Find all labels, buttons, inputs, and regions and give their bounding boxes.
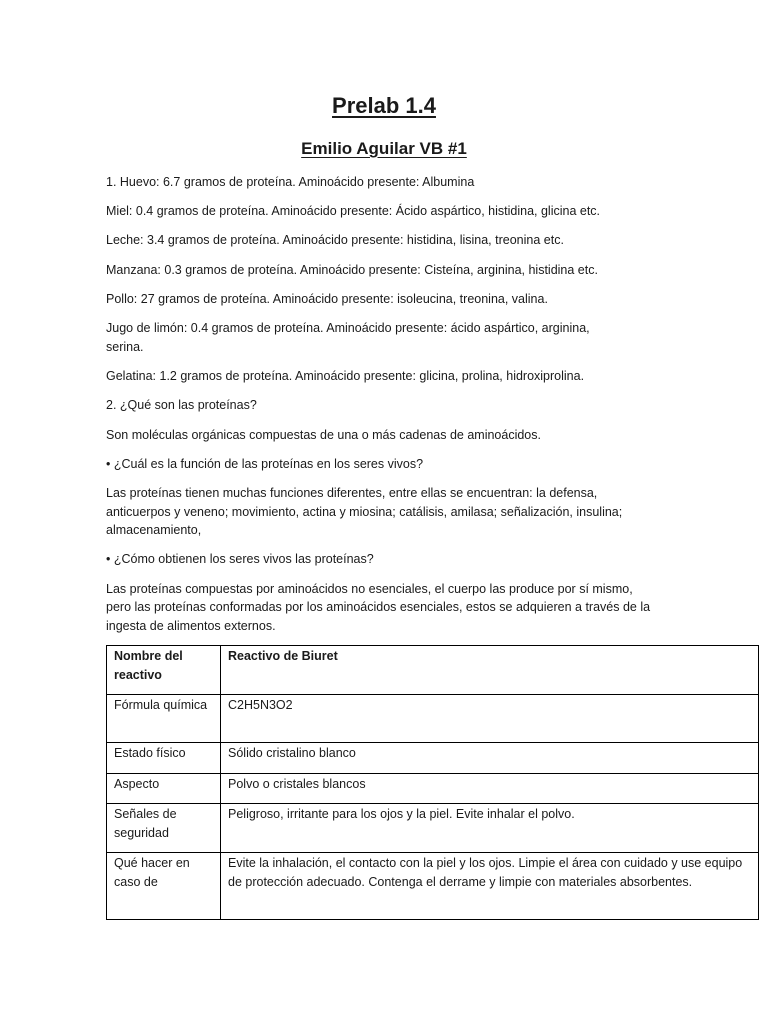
table-row: [107, 743, 759, 774]
table-cell-label: Estado físico: [107, 743, 221, 774]
table-row: [107, 773, 759, 804]
paragraph-pollo: Pollo: 27 gramos de proteína. Aminoácido presente: isoleucina, treonina, valina.: [106, 291, 548, 306]
table-row: [107, 646, 759, 695]
document-body: [106, 173, 662, 646]
answer-que-son-proteinas: Son moléculas orgánicas compuestas de una o más cadenas de aminoácidos.: [106, 427, 541, 442]
table-cell-label: Señales de seguridad: [107, 804, 221, 853]
table-row: [107, 804, 759, 853]
table-cell-label: Aspecto: [107, 773, 221, 804]
table-cell-value: Polvo o cristales blancos: [221, 773, 759, 804]
reagent-table: [106, 645, 759, 920]
table-row: [107, 853, 759, 920]
paragraph-gelatina: Gelatina: 1.2 gramos de proteína. Aminoácido presente: glicina, prolina, hidroxiprolina.: [106, 368, 585, 383]
table-cell-value: Evite la inhalación, el contacto con la piel y los ojos. Limpie el área con cuidado y use equipo de protección adecuado. Contenga el derrame y limpie con materiales absorbentes.: [221, 853, 759, 920]
answer-como-obtienen: Las proteínas compuestas por aminoácidos no esenciales, el cuerpo las produce por sí mismo, pero las proteínas conformadas por los aminoácidos esenciales, estos se adquieren a través de la ingesta de alimentos externos.: [106, 581, 651, 633]
paragraph-jugo-de-limon: Jugo de limón: 0.4 gramos de proteína. Aminoácido presente: ácido aspártico, arginina, serina.: [106, 321, 590, 354]
table-cell-value: C2H5N3O2: [221, 695, 759, 743]
paragraph-leche: Leche: 3.4 gramos de proteína. Aminoácido presente: histidina, lisina, treonina etc.: [106, 233, 564, 248]
document-subtitle: Emilio Aguilar VB #1: [301, 139, 467, 158]
table-cell-label: Qué hacer en caso de: [107, 853, 221, 920]
paragraph-manzana: Manzana: 0.3 gramos de proteína. Aminoácido presente: Cisteína, arginina, histidina etc.: [106, 262, 598, 277]
table-row: [107, 695, 759, 743]
document-title: Prelab 1.4: [332, 93, 436, 118]
question-como-obtienen: • ¿Cómo obtienen los seres vivos las proteínas?: [106, 552, 374, 567]
table-cell-value: Peligroso, irritante para los ojos y la piel. Evite inhalar el polvo.: [221, 804, 759, 853]
table-cell-value: Reactivo de Biuret: [221, 646, 759, 695]
table-cell-label: Nombre del reactivo: [107, 646, 221, 695]
table-cell-value: Sólido cristalino blanco: [221, 743, 759, 774]
paragraph-huevo: 1. Huevo: 6.7 gramos de proteína. Aminoácido presente: Albumina: [106, 175, 475, 189]
paragraph-miel: Miel: 0.4 gramos de proteína. Aminoácido presente: Ácido aspártico, histidina, glicina etc.: [106, 204, 601, 218]
table-cell-label: Fórmula química: [107, 695, 221, 743]
question-que-son-proteinas: 2. ¿Qué son las proteínas?: [106, 398, 257, 413]
question-funcion-proteinas: • ¿Cuál es la función de las proteínas en los seres vivos?: [106, 456, 424, 471]
answer-funcion-proteinas: Las proteínas tienen muchas funciones diferentes, entre ellas se encuentran: la defensa, anticuerpos y veneno; movimiento, actina y miosina; catálisis, amilasa; señalización, insulina; almacenamiento,: [106, 486, 623, 538]
